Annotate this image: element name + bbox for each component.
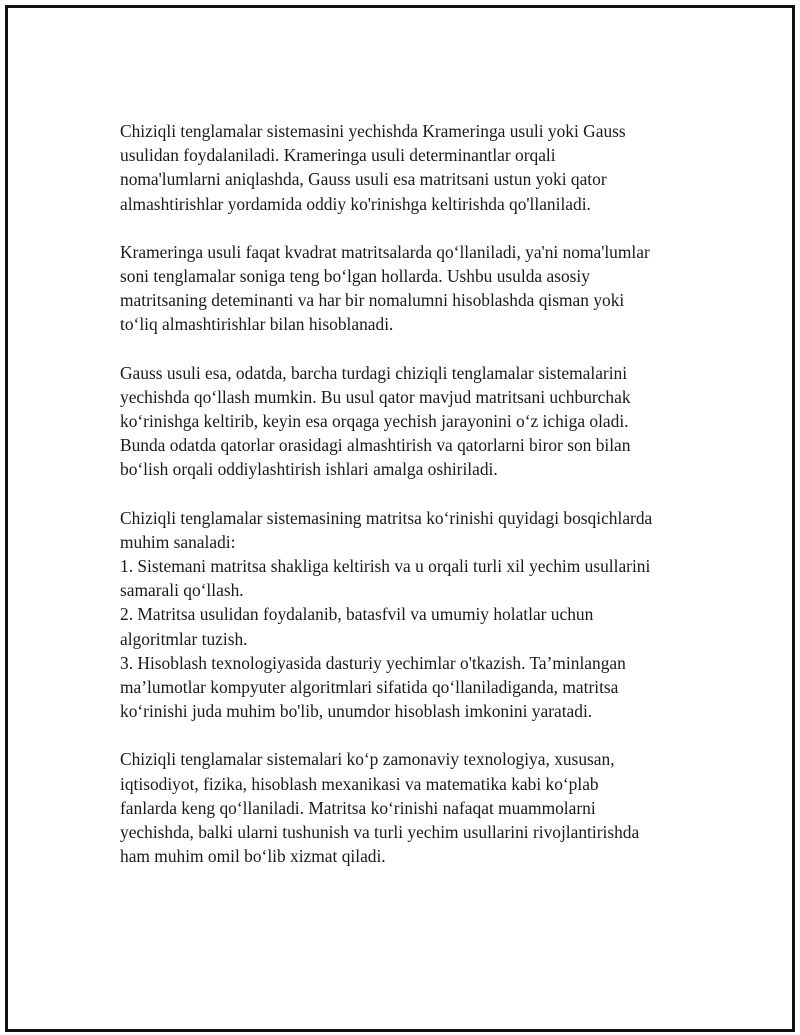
text-line: iqtisodiyot, fizika, hisoblash mexanikasi va matematika kabi ko‘plab bbox=[120, 773, 599, 794]
paragraph-4 bbox=[120, 506, 720, 724]
text-line: noma'lumlarni aniqlashda, Gauss usuli esa matritsani ustun yoki qator bbox=[120, 169, 607, 190]
list-item-line: ma’lumotlar kompyuter algoritmlari sifatida qo‘llaniladiganda, matritsa bbox=[120, 677, 619, 698]
text-line: Chiziqli tenglamalar sistemalari ko‘p zamonaviy texnologiya, xususan, bbox=[120, 749, 615, 770]
text-line: ham muhim omil bo‘lib xizmat qiladi. bbox=[120, 846, 386, 867]
paragraph-2 bbox=[120, 240, 720, 337]
list-item-line: ko‘rinishi juda muhim bo'lib, unumdor hisoblash imkonini yaratadi. bbox=[120, 701, 593, 722]
text-line: matritsaning deteminanti va har bir nomalumni hisoblashda qisman yoki bbox=[120, 290, 625, 311]
text-line: fanlarda keng qo‘llaniladi. Matritsa ko‘rinishi nafaqat muammolarni bbox=[120, 797, 596, 818]
text-line: soni tenglamalar soniga teng bo‘lgan hollarda. Ushbu usulda asosiy bbox=[120, 266, 590, 287]
text-line: Gauss usuli esa, odatda, barcha turdagi chiziqli tenglamalar sistemalarini bbox=[120, 362, 628, 383]
text-line: to‘liq almashtirishlar bilan hisoblanadi. bbox=[120, 314, 394, 335]
text-line: Chiziqli tenglamalar sistemasining matritsa ko‘rinishi quyidagi bosqichlarda bbox=[120, 507, 653, 528]
paragraph-1 bbox=[120, 119, 720, 216]
list-item-line: 3. Hisoblash texnologiyasida dasturiy yechimlar o'tkazish. Ta’minlangan bbox=[120, 652, 626, 673]
text-line: ko‘rinishga keltirib, keyin esa orqaga yechish jarayonini o‘z ichiga oladi. bbox=[120, 411, 629, 432]
paragraph-3 bbox=[120, 361, 720, 482]
list-item-line: 2. Matritsa usulidan foydalanib, batasfvil va umumiy holatlar uchun bbox=[120, 604, 594, 625]
text-line: yechishda, balki ularni tushunish va turli yechim usullarini rivojlantirishda bbox=[120, 822, 640, 843]
text-line: Krameringa usuli faqat kvadrat matritsalarda qo‘llaniladi, ya'ni noma'lumlar bbox=[120, 241, 650, 262]
text-line: almashtirishlar yordamida oddiy ko'rinishga keltirishda qo'llaniladi. bbox=[120, 193, 591, 214]
list-item-line: 1. Sistemani matritsa shakliga keltirish va u orqali turli xil yechim usullarini bbox=[120, 556, 651, 577]
paragraph-5 bbox=[120, 747, 720, 868]
list-item-line: algoritmlar tuzish. bbox=[120, 628, 248, 649]
list-item-line: samarali qo‘llash. bbox=[120, 580, 244, 601]
text-line: bo‘lish orqali oddiylashtirish ishlari amalga oshiriladi. bbox=[120, 459, 498, 480]
document-body bbox=[120, 119, 720, 892]
text-line: yechishda qo‘llash mumkin. Bu usul qator mavjud matritsani uchburchak bbox=[120, 386, 631, 407]
page-frame bbox=[5, 5, 795, 1032]
text-line: usulidan foydalaniladi. Krameringa usuli determinantlar orqali bbox=[120, 145, 556, 166]
text-line: Bunda odatda qatorlar orasidagi almashtirish va qatorlarni biror son bilan bbox=[120, 435, 631, 456]
text-line: Chiziqli tenglamalar sistemasini yechishda Krameringa usuli yoki Gauss bbox=[120, 121, 626, 141]
text-line: muhim sanaladi: bbox=[120, 531, 236, 552]
